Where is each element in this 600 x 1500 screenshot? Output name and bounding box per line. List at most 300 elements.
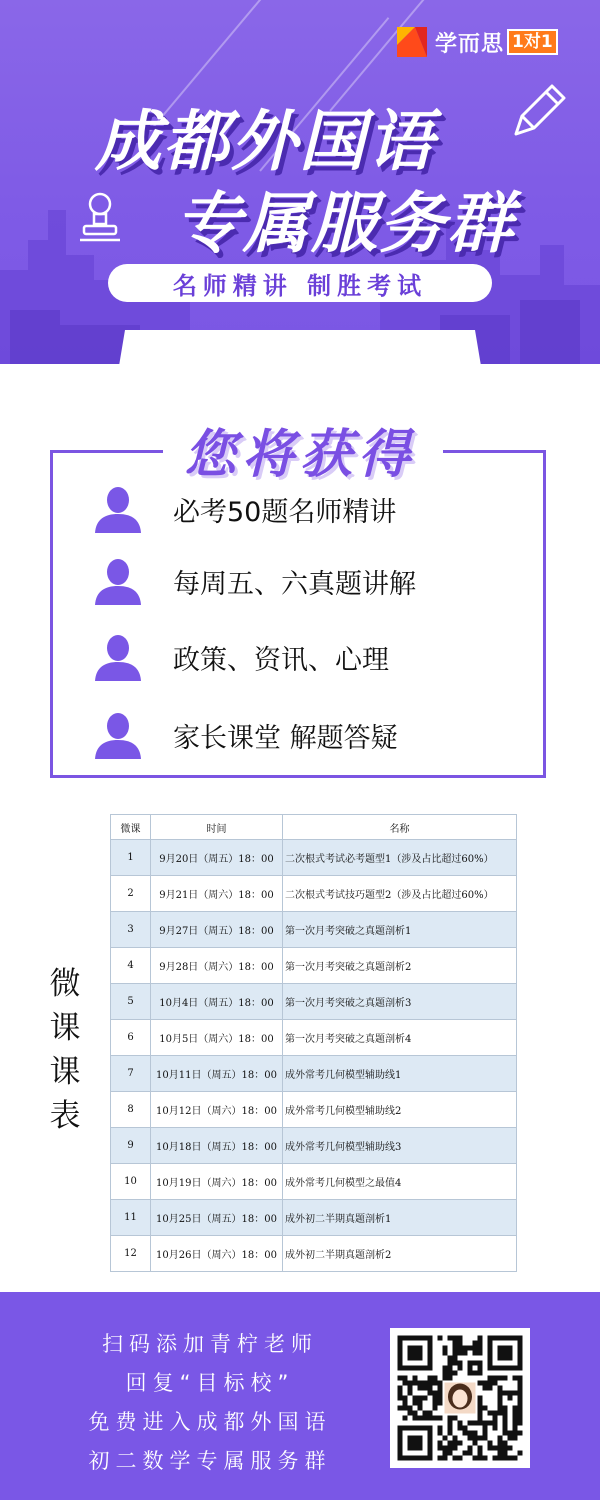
- qr-module: [513, 1436, 518, 1441]
- cell-time: 10月18日（周五）18：00: [151, 1128, 283, 1164]
- cell-time: 9月21日（周六）18：00: [151, 876, 283, 912]
- person-icon: [93, 557, 143, 605]
- qr-module: [513, 1421, 518, 1426]
- qr-module: [518, 1381, 523, 1386]
- brand-logo: [395, 22, 570, 62]
- qr-module: [443, 1446, 448, 1451]
- cell-name: 成外常考几何模型辅助线1: [283, 1056, 517, 1092]
- qr-module: [443, 1456, 448, 1461]
- cell-time: 9月20日（周五）18：00: [151, 840, 283, 876]
- qr-module: [493, 1426, 498, 1431]
- qr-module: [513, 1391, 518, 1396]
- cell-name: 成外初二半期真题剖析2: [283, 1236, 517, 1272]
- cell-time: 10月4日（周五）18：00: [151, 984, 283, 1020]
- qr-module: [493, 1416, 498, 1421]
- qr-module: [478, 1396, 483, 1401]
- qr-module: [513, 1411, 518, 1416]
- qr-module: [463, 1426, 468, 1431]
- qr-module: [448, 1366, 453, 1371]
- qr-module: [478, 1341, 483, 1346]
- qr-module: [468, 1421, 473, 1426]
- qr-module: [468, 1371, 473, 1376]
- qr-module: [443, 1436, 448, 1441]
- schedule-side-title: [44, 962, 86, 1138]
- qr-module: [468, 1431, 473, 1436]
- qr-module: [458, 1456, 463, 1461]
- qr-module: [483, 1421, 488, 1426]
- qr-module: [458, 1341, 463, 1346]
- qr-module: [448, 1426, 453, 1431]
- qr-module: [518, 1386, 523, 1391]
- qr-module: [488, 1376, 493, 1381]
- table-row: [111, 1164, 517, 1200]
- qr-module: [508, 1391, 513, 1396]
- qr-module: [458, 1336, 463, 1341]
- qr-module: [473, 1351, 478, 1356]
- qr-module: [513, 1376, 518, 1381]
- qr-module: [448, 1336, 453, 1341]
- qr-module: [408, 1391, 413, 1396]
- qr-module: [503, 1391, 508, 1396]
- qr-module: [438, 1446, 443, 1451]
- benefit-item: [93, 481, 513, 537]
- qr-module: [413, 1416, 418, 1421]
- qr-module: [493, 1456, 498, 1461]
- qr-module: [503, 1441, 508, 1446]
- qr-module: [518, 1416, 523, 1421]
- cell-time: 10月12日（周六）18：00: [151, 1092, 283, 1128]
- qr-module: [503, 1431, 508, 1436]
- qr-module: [498, 1396, 503, 1401]
- qr-module: [418, 1406, 423, 1411]
- qr-module: [508, 1396, 513, 1401]
- cell-num: 8: [111, 1092, 151, 1128]
- qr-module: [418, 1401, 423, 1406]
- benefit-item: [93, 707, 513, 763]
- qr-module: [478, 1351, 483, 1356]
- qr-module: [498, 1391, 503, 1396]
- person-icon: [93, 633, 143, 681]
- cell-num: 11: [111, 1200, 151, 1236]
- qr-module: [443, 1376, 448, 1381]
- footer-line: 初二数学专属服务群: [88, 1449, 332, 1473]
- qr-module: [468, 1436, 473, 1441]
- benefits-box: [50, 450, 546, 778]
- qr-module: [443, 1371, 448, 1376]
- qr-finder: [498, 1346, 513, 1361]
- schedule-table: [110, 814, 517, 1272]
- qr-module: [403, 1416, 408, 1421]
- brand-logo-icon: [395, 25, 429, 59]
- qr-module: [498, 1411, 503, 1416]
- header-cutout: [0, 330, 600, 370]
- qr-module: [483, 1386, 488, 1391]
- qr-module: [473, 1341, 478, 1346]
- qr-module: [453, 1341, 458, 1346]
- qr-module: [473, 1456, 478, 1461]
- pencil-icon: [508, 80, 570, 142]
- avatar-icon: [445, 1383, 476, 1414]
- cell-num: 5: [111, 984, 151, 1020]
- qr-module: [488, 1411, 493, 1416]
- qr-module: [503, 1426, 508, 1431]
- qr-module: [408, 1386, 413, 1391]
- qr-module: [423, 1396, 428, 1401]
- qr-module: [483, 1431, 488, 1436]
- qr-module: [493, 1376, 498, 1381]
- cell-name: 二次根式考试必考题型1（涉及占比超过60%）: [283, 840, 517, 876]
- qr-module: [413, 1411, 418, 1416]
- qr-module: [488, 1381, 493, 1386]
- qr-module: [398, 1386, 403, 1391]
- qr-module: [438, 1441, 443, 1446]
- qr-module: [503, 1406, 508, 1411]
- qr-module: [463, 1451, 468, 1456]
- qr-module: [468, 1366, 473, 1371]
- qr-module: [398, 1376, 403, 1381]
- qr-module: [453, 1351, 458, 1356]
- qr-module: [473, 1346, 478, 1351]
- qr-module: [498, 1401, 503, 1406]
- footer-line: 免费进入成都外国语: [88, 1410, 332, 1434]
- qr-module: [503, 1376, 508, 1381]
- qr-module: [478, 1416, 483, 1421]
- qr-module: [473, 1436, 478, 1441]
- person-icon: [93, 711, 143, 759]
- qr-module: [453, 1361, 458, 1366]
- cell-num: 1: [111, 840, 151, 876]
- qr-module: [403, 1376, 408, 1381]
- qr-module: [453, 1336, 458, 1341]
- qr-module: [478, 1406, 483, 1411]
- qr-module: [478, 1366, 483, 1371]
- qr-module: [438, 1396, 443, 1401]
- qr-module: [428, 1411, 433, 1416]
- qr-module: [518, 1431, 523, 1436]
- qr-module: [433, 1376, 438, 1381]
- qr-module: [493, 1421, 498, 1426]
- qr-finder: [408, 1346, 423, 1361]
- qr-module: [418, 1386, 423, 1391]
- qr-module: [413, 1401, 418, 1406]
- side-title-char: 课: [49, 1054, 81, 1090]
- qr-module: [458, 1346, 463, 1351]
- header-num: 微课: [111, 815, 151, 840]
- header-time: 时间: [151, 815, 283, 840]
- qr-module: [478, 1336, 483, 1341]
- qr-module: [478, 1446, 483, 1451]
- cell-name: 第一次月考突破之真题剖析1: [283, 912, 517, 948]
- cell-name: 成外常考几何模型辅助线3: [283, 1128, 517, 1164]
- qr-module: [508, 1446, 513, 1451]
- benefit-item: [93, 629, 513, 685]
- qr-module: [438, 1456, 443, 1461]
- table-row: [111, 912, 517, 948]
- qr-module: [503, 1421, 508, 1426]
- header-name: 名称: [283, 815, 517, 840]
- qr-module: [418, 1381, 423, 1386]
- table-header-row: [111, 815, 517, 840]
- qr-module: [488, 1421, 493, 1426]
- qr-module: [478, 1411, 483, 1416]
- qr-module: [433, 1396, 438, 1401]
- qr-module: [483, 1456, 488, 1461]
- qr-module: [423, 1381, 428, 1386]
- table-row: [111, 1092, 517, 1128]
- qr-module: [493, 1446, 498, 1451]
- qr-module: [403, 1396, 408, 1401]
- qr-module: [508, 1431, 513, 1436]
- lightbulb-icon: [76, 190, 124, 246]
- cell-time: 9月27日（周五）18：00: [151, 912, 283, 948]
- side-title-char: 微: [49, 966, 81, 1002]
- qr-module: [403, 1381, 408, 1386]
- qr-module: [468, 1446, 473, 1451]
- qr-module: [478, 1436, 483, 1441]
- qr-module: [498, 1446, 503, 1451]
- qr-module: [478, 1401, 483, 1406]
- cell-num: 7: [111, 1056, 151, 1092]
- qr-code-graphic: [390, 1328, 530, 1468]
- qr-module: [513, 1406, 518, 1411]
- benefit-label: 家长课堂 解题答疑: [173, 722, 398, 754]
- table-row: [111, 948, 517, 984]
- qr-module: [423, 1386, 428, 1391]
- qr-module: [458, 1361, 463, 1366]
- qr-module: [498, 1406, 503, 1411]
- qr-module: [433, 1406, 438, 1411]
- qr-module: [468, 1451, 473, 1456]
- benefit-item: [93, 553, 513, 609]
- table-row: [111, 984, 517, 1020]
- header-banner: [0, 0, 600, 370]
- qr-module: [453, 1416, 458, 1421]
- side-title-char: 表: [49, 1098, 81, 1134]
- avatar-face: [453, 1390, 468, 1408]
- qr-module: [483, 1426, 488, 1431]
- qr-module: [498, 1451, 503, 1456]
- qr-module: [458, 1421, 463, 1426]
- qr-module: [498, 1436, 503, 1441]
- qr-module: [453, 1371, 458, 1376]
- qr-module: [503, 1416, 508, 1421]
- qr-module: [493, 1381, 498, 1386]
- qr-module: [413, 1396, 418, 1401]
- qr-module: [493, 1411, 498, 1416]
- qr-module: [433, 1391, 438, 1396]
- person-icon: [93, 485, 143, 533]
- cell-num: 9: [111, 1128, 151, 1164]
- cell-time: 9月28日（周六）18：00: [151, 948, 283, 984]
- qr-module: [453, 1446, 458, 1451]
- qr-module: [448, 1446, 453, 1451]
- table-row: [111, 1200, 517, 1236]
- qr-module: [453, 1436, 458, 1441]
- qr-module: [438, 1391, 443, 1396]
- qr-module: [423, 1416, 428, 1421]
- qr-module: [473, 1361, 478, 1366]
- title-line-2: 专属服务群: [175, 185, 515, 262]
- qr-module: [458, 1366, 463, 1371]
- qr-module: [503, 1411, 508, 1416]
- table-row: [111, 1020, 517, 1056]
- qr-module: [428, 1386, 433, 1391]
- benefit-label: 政策、资讯、心理: [173, 644, 389, 676]
- qr-module: [453, 1441, 458, 1446]
- qr-module: [518, 1376, 523, 1381]
- qr-module: [453, 1346, 458, 1351]
- cell-num: 6: [111, 1020, 151, 1056]
- qr-module: [448, 1421, 453, 1426]
- qr-module: [433, 1401, 438, 1406]
- cell-time: 10月25日（周五）18：00: [151, 1200, 283, 1236]
- qr-module: [398, 1391, 403, 1396]
- qr-module: [413, 1376, 418, 1381]
- qr-module: [403, 1401, 408, 1406]
- qr-module: [398, 1396, 403, 1401]
- qr-module: [448, 1371, 453, 1376]
- qr-module: [423, 1411, 428, 1416]
- cell-name: 第一次月考突破之真题剖析2: [283, 948, 517, 984]
- footer-line: 回复“目标校”: [125, 1371, 295, 1395]
- qr-module: [498, 1386, 503, 1391]
- qr-module: [413, 1381, 418, 1386]
- cell-name: 成外初二半期真题剖析1: [283, 1200, 517, 1236]
- qr-module: [448, 1431, 453, 1436]
- qr-module: [463, 1431, 468, 1436]
- qr-module: [468, 1346, 473, 1351]
- cell-name: 成外常考几何模型之最值4: [283, 1164, 517, 1200]
- qr-module: [443, 1366, 448, 1371]
- qr-module: [428, 1376, 433, 1381]
- qr-module: [518, 1411, 523, 1416]
- qr-module: [448, 1451, 453, 1456]
- qr-module: [498, 1376, 503, 1381]
- qr-module: [488, 1441, 493, 1446]
- qr-module: [518, 1421, 523, 1426]
- qr-module: [488, 1446, 493, 1451]
- qr-module: [513, 1426, 518, 1431]
- qr-module: [483, 1436, 488, 1441]
- qr-module: [508, 1436, 513, 1441]
- qr-module: [438, 1426, 443, 1431]
- qr-module: [433, 1416, 438, 1421]
- table-row: [111, 1128, 517, 1164]
- qr-module: [418, 1396, 423, 1401]
- qr-module: [438, 1386, 443, 1391]
- cell-time: 10月26日（周六）18：00: [151, 1236, 283, 1272]
- qr-module: [438, 1401, 443, 1406]
- qr-module: [458, 1441, 463, 1446]
- qr-module: [518, 1391, 523, 1396]
- benefits-title: 您将获得: [183, 425, 416, 485]
- table-row: [111, 840, 517, 876]
- qr-module: [448, 1416, 453, 1421]
- footer-line: 扫码添加青柠老师: [102, 1332, 318, 1356]
- table-row: [111, 1056, 517, 1092]
- cell-time: 10月5日（周六）18：00: [151, 1020, 283, 1056]
- qr-module: [453, 1356, 458, 1361]
- qr-module: [468, 1361, 473, 1366]
- qr-module: [448, 1361, 453, 1366]
- qr-module: [403, 1406, 408, 1411]
- qr-module: [513, 1456, 518, 1461]
- qr-module: [503, 1456, 508, 1461]
- qr-module: [478, 1371, 483, 1376]
- qr-module: [513, 1416, 518, 1421]
- cell-num: 3: [111, 912, 151, 948]
- qr-module: [408, 1411, 413, 1416]
- qr-module: [478, 1421, 483, 1426]
- qr-module: [448, 1376, 453, 1381]
- benefit-label: 每周五、六真题讲解: [173, 568, 416, 600]
- qr-module: [503, 1446, 508, 1451]
- qr-module: [428, 1416, 433, 1421]
- qr-module: [438, 1416, 443, 1421]
- qr-module: [438, 1336, 443, 1341]
- qr-module: [478, 1456, 483, 1461]
- cell-name: 成外常考几何模型辅助线2: [283, 1092, 517, 1128]
- qr-module: [408, 1381, 413, 1386]
- qr-module: [438, 1381, 443, 1386]
- table-row: [111, 1236, 517, 1272]
- qr-module: [478, 1451, 483, 1456]
- table-row: [111, 876, 517, 912]
- qr-module: [463, 1346, 468, 1351]
- cell-num: 4: [111, 948, 151, 984]
- qr-module: [398, 1406, 403, 1411]
- qr-module: [408, 1406, 413, 1411]
- benefit-label: 必考50题名师精讲: [173, 496, 397, 528]
- qr-module: [518, 1396, 523, 1401]
- qr-finder: [408, 1436, 423, 1451]
- qr-module: [513, 1431, 518, 1436]
- qr-module: [428, 1391, 433, 1396]
- qr-module: [418, 1416, 423, 1421]
- cell-num: 10: [111, 1164, 151, 1200]
- qr-module: [518, 1451, 523, 1456]
- qr-module: [428, 1381, 433, 1386]
- cell-time: 10月11日（周五）18：00: [151, 1056, 283, 1092]
- slogan-pill: 名师精讲 制胜考试: [108, 264, 492, 302]
- qr-module: [453, 1456, 458, 1461]
- qr-module: [473, 1431, 478, 1436]
- qr-module: [483, 1406, 488, 1411]
- qr-code-icon[interactable]: [390, 1328, 530, 1468]
- qr-module: [463, 1351, 468, 1356]
- qr-module: [518, 1406, 523, 1411]
- qr-module: [478, 1361, 483, 1366]
- qr-module: [478, 1346, 483, 1351]
- side-title-char: 课: [49, 1010, 81, 1046]
- brand-badge: 1对1: [507, 29, 558, 55]
- qr-module: [483, 1381, 488, 1386]
- qr-module: [458, 1426, 463, 1431]
- qr-module: [473, 1441, 478, 1446]
- qr-module: [443, 1351, 448, 1356]
- qr-module: [443, 1346, 448, 1351]
- qr-module: [448, 1356, 453, 1361]
- qr-module: [443, 1451, 448, 1456]
- cell-name: 二次根式考试技巧题型2（涉及占比超过60%）: [283, 876, 517, 912]
- qr-module: [473, 1371, 478, 1376]
- qr-module: [518, 1401, 523, 1406]
- qr-module: [438, 1431, 443, 1436]
- cell-name: 第一次月考突破之真题剖析3: [283, 984, 517, 1020]
- qr-module: [498, 1456, 503, 1461]
- brand-name: 学而思: [435, 31, 505, 57]
- qr-module: [458, 1351, 463, 1356]
